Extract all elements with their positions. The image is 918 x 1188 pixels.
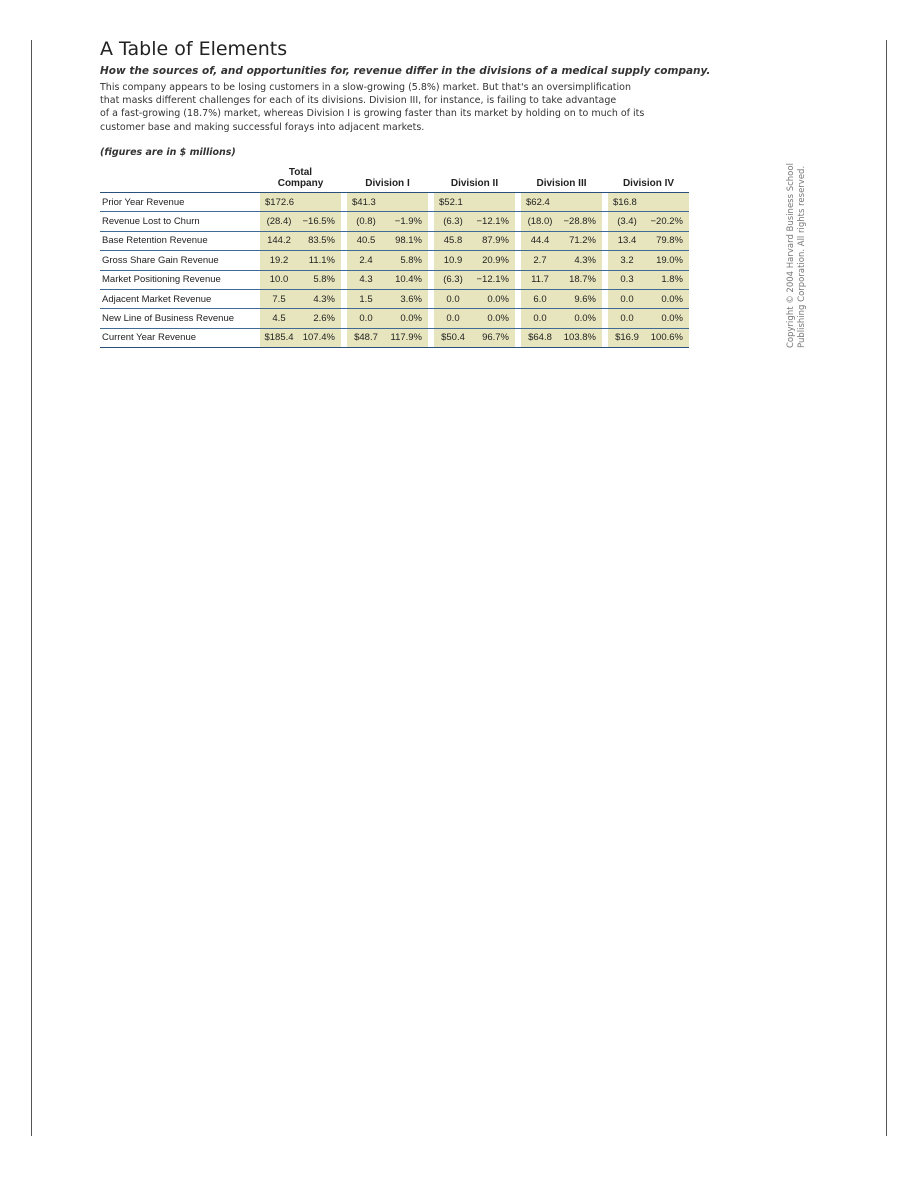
value-cell: 0.3 xyxy=(608,270,646,289)
value-cell: 0.0 xyxy=(608,289,646,308)
percent-cell: 3.6% xyxy=(385,289,428,308)
percent-cell: 9.6% xyxy=(559,289,602,308)
header-total-company: Total Company xyxy=(260,167,341,193)
value-cell: 0.0 xyxy=(434,289,472,308)
row-label: Adjacent Market Revenue xyxy=(100,289,254,308)
value-cell: 1.5 xyxy=(347,289,385,308)
value-cell: 2.7 xyxy=(521,251,559,270)
percent-cell: 20.9% xyxy=(472,251,515,270)
value-cell: 3.2 xyxy=(608,251,646,270)
right-margin-rule xyxy=(886,40,887,1136)
value-cell: 10.9 xyxy=(434,251,472,270)
value-cell: $52.1 xyxy=(434,193,472,212)
value-cell: 7.5 xyxy=(260,289,298,308)
value-cell: $16.9 xyxy=(608,328,646,347)
table-row xyxy=(100,231,689,250)
table-row xyxy=(100,193,689,212)
percent-cell: 0.0% xyxy=(472,309,515,328)
percent-cell: −12.1% xyxy=(472,270,515,289)
value-cell: $185.4 xyxy=(260,328,298,347)
value-cell: 45.8 xyxy=(434,231,472,250)
value-cell: 11.7 xyxy=(521,270,559,289)
value-cell: 19.2 xyxy=(260,251,298,270)
percent-cell: 0.0% xyxy=(646,289,689,308)
value-cell: 4.5 xyxy=(260,309,298,328)
value-cell: 0.0 xyxy=(521,309,559,328)
header-division-3: Division III xyxy=(521,167,602,193)
value-cell: 0.0 xyxy=(434,309,472,328)
percent-cell: 11.1% xyxy=(298,251,341,270)
percent-cell: 4.3% xyxy=(298,289,341,308)
percent-cell: 98.1% xyxy=(385,231,428,250)
percent-cell: 10.4% xyxy=(385,270,428,289)
header-division-4: Division IV xyxy=(608,167,689,193)
percent-cell: 18.7% xyxy=(559,270,602,289)
percent-cell: 96.7% xyxy=(472,328,515,347)
value-cell: (28.4) xyxy=(260,212,298,231)
value-cell: 144.2 xyxy=(260,231,298,250)
value-cell: (6.3) xyxy=(434,212,472,231)
percent-cell: −28.8% xyxy=(559,212,602,231)
figures-note: (figures are in $ millions) xyxy=(100,147,236,158)
page-subtitle: How the sources of, and opportunities for, revenue differ in the divisions of a medical supply company. xyxy=(100,65,711,77)
value-cell: $50.4 xyxy=(434,328,472,347)
percent-cell: 1.8% xyxy=(646,270,689,289)
body-line: that masks different challenges for each of its divisions. Division III, for instance, is failing to take advantage xyxy=(100,95,617,107)
value-cell: (0.8) xyxy=(347,212,385,231)
percent-cell: 117.9% xyxy=(385,328,428,347)
value-cell: $16.8 xyxy=(608,193,646,212)
page-title: A Table of Elements xyxy=(100,38,288,60)
percent-cell: 107.4% xyxy=(298,328,341,347)
value-cell: $62.4 xyxy=(521,193,559,212)
percent-cell: 0.0% xyxy=(559,309,602,328)
value-cell: 4.3 xyxy=(347,270,385,289)
table-body xyxy=(100,193,689,348)
percent-cell: 5.8% xyxy=(298,270,341,289)
table-row xyxy=(100,212,689,231)
row-label: New Line of Business Revenue xyxy=(100,309,254,328)
percent-cell: 5.8% xyxy=(385,251,428,270)
value-cell: $41.3 xyxy=(347,193,385,212)
percent-cell: 103.8% xyxy=(559,328,602,347)
value-cell: (3.4) xyxy=(608,212,646,231)
percent-cell: 87.9% xyxy=(472,231,515,250)
percent-cell: 2.6% xyxy=(298,309,341,328)
left-margin-rule xyxy=(31,40,32,1136)
value-cell: 0.0 xyxy=(608,309,646,328)
body-line: This company appears to be losing customers in a slow-growing (5.8%) market. But that's an oversimplification xyxy=(100,82,631,93)
percent-cell xyxy=(559,193,602,212)
table-row xyxy=(100,251,689,270)
value-cell: 44.4 xyxy=(521,231,559,250)
table-row xyxy=(100,270,689,289)
header-division-2: Division II xyxy=(434,167,515,193)
value-cell: $172.6 xyxy=(260,193,298,212)
value-cell: $48.7 xyxy=(347,328,385,347)
value-cell: (6.3) xyxy=(434,270,472,289)
percent-cell xyxy=(472,193,515,212)
percent-cell: 19.0% xyxy=(646,251,689,270)
percent-cell xyxy=(298,193,341,212)
table-row xyxy=(100,328,689,347)
table-header-row xyxy=(100,167,689,193)
percent-cell xyxy=(646,193,689,212)
value-cell: 40.5 xyxy=(347,231,385,250)
percent-cell: 0.0% xyxy=(472,289,515,308)
percent-cell: 0.0% xyxy=(646,309,689,328)
value-cell: 2.4 xyxy=(347,251,385,270)
row-label: Revenue Lost to Churn xyxy=(100,212,254,231)
percent-cell: −12.1% xyxy=(472,212,515,231)
header-division-1: Division I xyxy=(347,167,428,193)
value-cell: $64.8 xyxy=(521,328,559,347)
copyright-notice: Copyright © 2004 Harvard Business School Publishing Corporation. All rights reserved. xyxy=(786,163,807,348)
row-label: Prior Year Revenue xyxy=(100,193,254,212)
percent-cell: 71.2% xyxy=(559,231,602,250)
row-label-header xyxy=(100,167,254,193)
row-label: Current Year Revenue xyxy=(100,328,254,347)
row-label: Base Retention Revenue xyxy=(100,231,254,250)
percent-cell: 4.3% xyxy=(559,251,602,270)
revenue-table xyxy=(100,167,689,348)
row-label: Market Positioning Revenue xyxy=(100,270,254,289)
percent-cell: 79.8% xyxy=(646,231,689,250)
body-line: customer base and making successful forays into adjacent markets. xyxy=(100,121,425,133)
value-cell: (18.0) xyxy=(521,212,559,231)
percent-cell: −16.5% xyxy=(298,212,341,231)
body-line: of a fast-growing (18.7%) market, whereas Division I is growing faster than its market by holding on to much of its xyxy=(100,108,645,120)
row-label: Gross Share Gain Revenue xyxy=(100,251,254,270)
percent-cell: 83.5% xyxy=(298,231,341,250)
value-cell: 6.0 xyxy=(521,289,559,308)
percent-cell: 100.6% xyxy=(646,328,689,347)
percent-cell: −20.2% xyxy=(646,212,689,231)
percent-cell xyxy=(385,193,428,212)
body-paragraph xyxy=(100,81,700,134)
value-cell: 0.0 xyxy=(347,309,385,328)
percent-cell: 0.0% xyxy=(385,309,428,328)
value-cell: 10.0 xyxy=(260,270,298,289)
percent-cell: −1.9% xyxy=(385,212,428,231)
table-row xyxy=(100,309,689,328)
table-row xyxy=(100,289,689,308)
value-cell: 13.4 xyxy=(608,231,646,250)
